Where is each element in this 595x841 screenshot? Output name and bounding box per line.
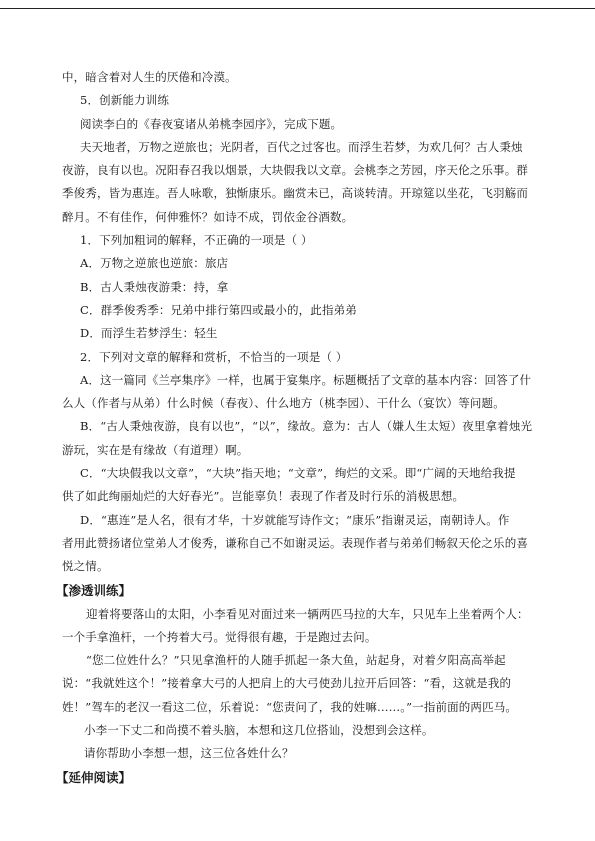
instruction-line: 阅读李白的《春夜宴诸从弟桃李园序》，完成下题。 [80,116,343,131]
header-rule [0,8,595,9]
passage-line: 醉月。不有佳作，何伸雅怀？如诗不成，罚依金谷酒数。 [62,209,354,224]
story-line: 一个手拿渔杆，一个挎着大弓。觉得很有趣，于是跑过去问。 [62,629,377,644]
answer-option-cont: 供了如此绚丽灿烂的大好春光”。岂能辜负！表现了作者及时行乐的消极思想。 [62,489,465,504]
story-line: “您二位姓什么？”只见拿渔杆的人随手抓起一条大鱼，站起身，对着夕阳高高举起 [86,653,506,668]
story-line: 迎着将要落山的太阳，小李看见对面过来一辆两匹马拉的大车，只见车上坐着两个人： [86,606,529,621]
answer-option: A．这一篇同《兰亭集序》一样，也属于宴集序。标题概括了文章的基本内容：回答了什 [80,372,532,387]
answer-option: D．而浮生若梦浮生：轻生 [80,326,218,341]
story-line: 姓！”驾车的老汉一看这二位，乐着说：“您责问了，我的姓嘛……。”一指前面的两匹马。 [62,699,518,714]
answer-option: D．“惠连”是人名，很有才华，十岁就能写诗作文；“康乐”指谢灵运，南朝诗人。作 [80,512,510,527]
answer-option: C．“大块假我以文章”，“大块”指天地；“文章”，绚烂的文采。即“广阔的天地给我提 [80,466,516,481]
answer-option: B．“古人秉烛夜游，良有以也”，“以”，缘故。意为：古人（嫌人生太短）夜里拿着烛光 [80,419,533,434]
question-heading: 5．创新能力训练 [80,93,170,108]
story-question: 请你帮助小李想一想，这三位各姓什么？ [84,746,294,761]
document-body [56,66,540,790]
question-stem: 1．下列加粗词的解释，不正确的一项是（ ） [80,233,313,248]
answer-option-cont: 么人（作者与从弟）什么时候（春夜）、什么地方（桃李园）、干什么（宴饮）等问题。 [62,396,505,411]
answer-option: B．古人秉烛夜游秉：持，拿 [80,279,229,294]
passage-line: 季俊秀，皆为惠连。吾人咏歌，独惭康乐。幽赏未已，高谈转清。开琼筵以坐花，飞羽觞而 [62,186,528,201]
answer-option-cont: 游玩，实在是有缘故（有道理）啊。 [62,442,249,457]
passage-line: 夜游，良有以也。况阳春召我以烟景，大块假我以文章。会桃李之芳园，序天伦之乐事。群 [62,163,528,178]
answer-option-cont: 者用此赞扬诸位堂弟人才俊秀，谦称自己不如谢灵运。表现作者与弟弟们畅叙天伦之乐的喜 [62,535,528,550]
section-heading-extended: 【延伸阅读】 [56,769,132,785]
story-line: 小李一下丈二和尚摸不着头脑，本想和这几位搭讪，没想到会这样。 [84,723,434,738]
question-stem: 2．下列对文章的解释和赏析，不恰当的一项是（ ） [80,349,348,364]
story-line: 说：“我就姓这个！”接着拿大弓的人把肩上的大弓使劲儿拉开后回答：“看，这就是我的 [62,676,512,691]
answer-option: A．万物之逆旅也逆旅：旅店 [80,256,229,271]
answer-option-cont: 悦之情。 [62,559,109,574]
answer-option: C．群季俊秀季：兄弟中排行第四或最小的，此指弟弟 [80,302,357,317]
passage-line: 夫天地者，万物之逆旅也；光阴者，百代之过客也。而浮生若梦，为欢几何？古人秉烛 [80,139,523,154]
section-heading-practice: 【渗透训练】 [56,582,132,598]
text-line: 中，暗含着对人生的厌倦和冷漠。 [62,70,237,84]
